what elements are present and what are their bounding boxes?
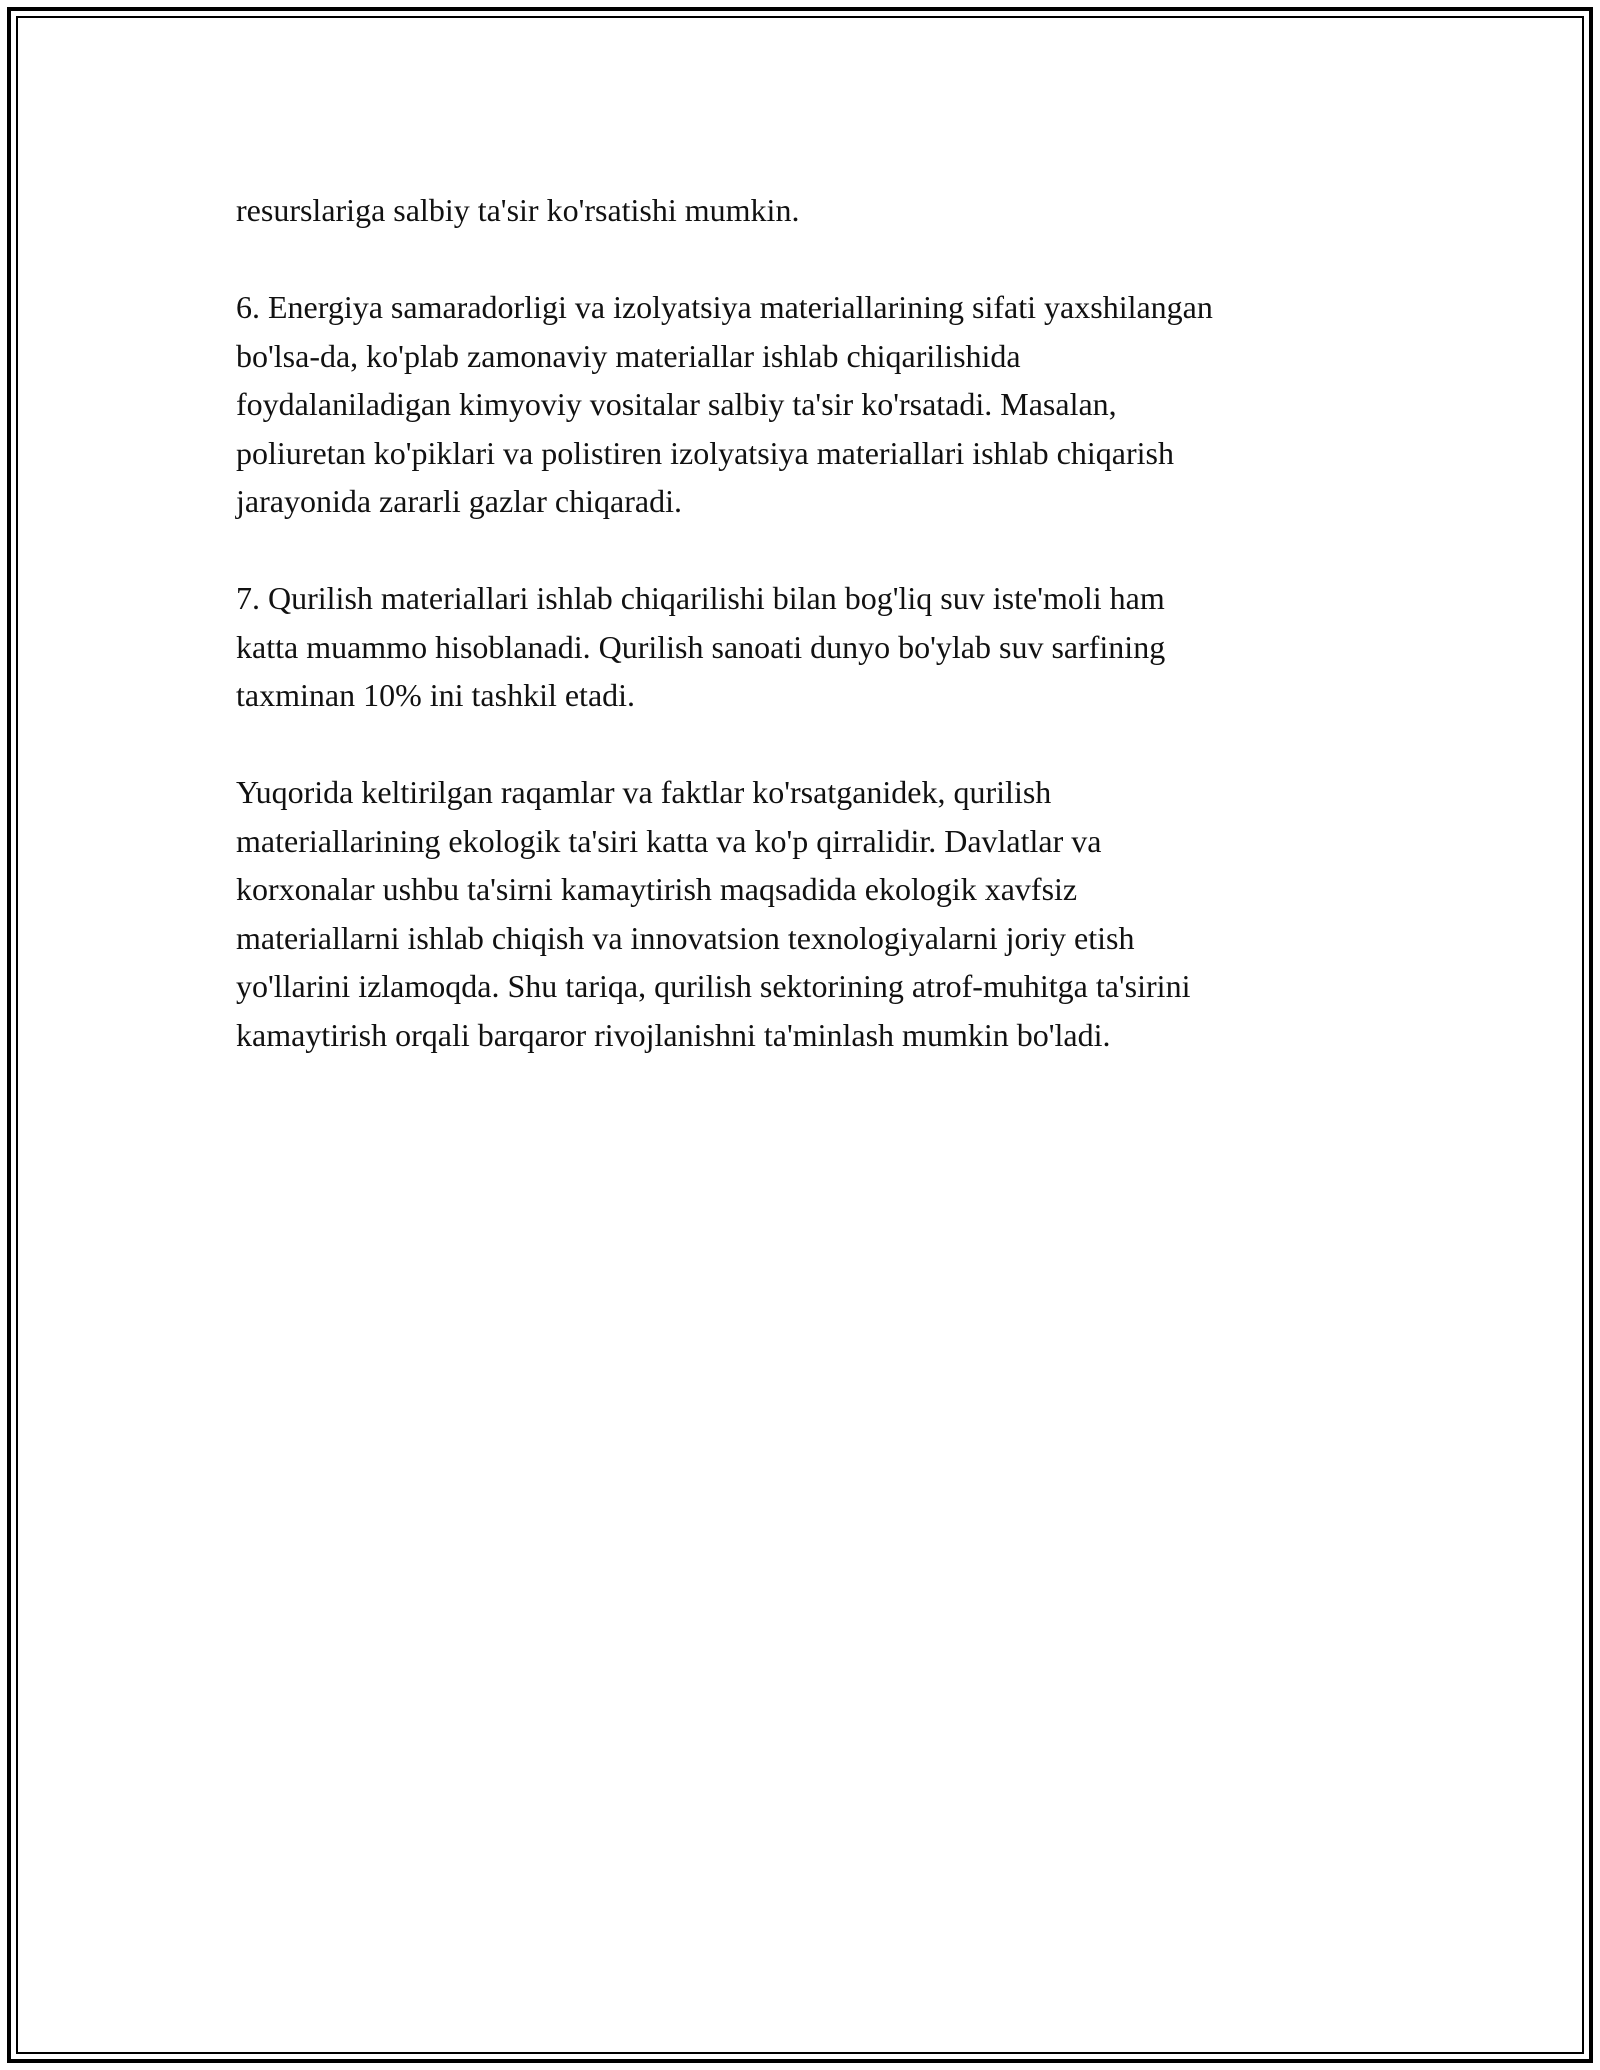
paragraph-item-7: 7. Qurilish materiallari ishlab chiqarilishi bilan bog'liq suv iste'moli ham katta muammo hisoblanadi. Qurilish sanoati dunyo bo'ylab suv sarfining taxminan 10% ini tashkil etadi. [236,580,1166,713]
paragraph-item-6: 6. Energiya samaradorligi va izolyatsiya materiallarining sifati yaxshilangan bo'lsa-da, ko'plab zamonaviy materiallar ishlab chiqarilishida foydalaniladigan kimyoviy vositalar salbiy ta'sir ko'rsatadi. Masalan, poliuretan ko'piklari va polistiren izolyatsiya materiallari ishlab chiqarish jarayonida zararli gazlar chiqaradi. [236,289,1213,519]
document-body [236,186,1376,1059]
paragraph-continuation: resurslariga salbiy ta'sir ko'rsatishi mumkin. [236,192,800,228]
paragraph-conclusion: Yuqorida keltirilgan raqamlar va faktlar ko'rsatganidek, qurilish materiallarining ekologik ta'siri katta va ko'p qirralidir. Davlatlar va korxonalar ushbu ta'sirni kamaytirish maqsadida ekologik xavfsiz materiallarni ishlab chiqish va innovatsion texnologiyalarni joriy etish yo'llarini izlamoqda. Shu tariqa, qurilish sektorining atrof-muhitga ta'sirini kamaytirish orqali barqaror rivojlanishni ta'minlash mumkin bo'ladi. [236,774,1191,1053]
